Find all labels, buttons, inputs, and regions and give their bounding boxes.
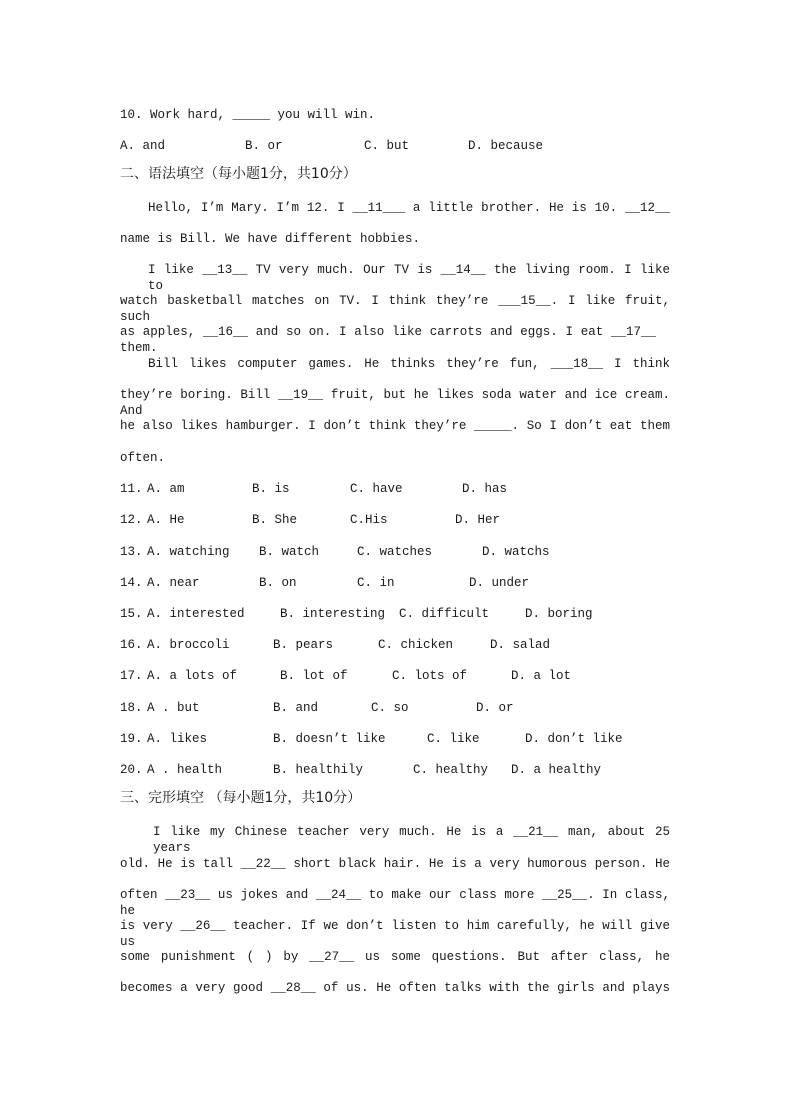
passage-line: Hello, I’m Mary. I’m 12. I __11___ a little brother. He is 10. __12__ [148, 201, 670, 215]
option-a: A . but [147, 701, 200, 715]
option-b: B. doesn’t like [273, 732, 386, 746]
passage-line: Bill likes computer games. He thinks they’re fun, ___18__ I think [148, 357, 670, 371]
option-d: D. Her [455, 513, 501, 527]
option-b: B. watch [259, 545, 320, 559]
option-d: D. a lot [511, 669, 572, 683]
section-2-heading: 二、语法填空（每小题1分，共10分） [120, 166, 357, 182]
question-number: 15. [120, 607, 143, 621]
question-number: 18. [120, 701, 143, 715]
option-d: D. or [476, 701, 514, 715]
option-c: C. chicken [378, 638, 454, 652]
option-b: B. and [273, 701, 319, 715]
question-number: 14. [120, 576, 143, 590]
option-d: D. salad [490, 638, 551, 652]
passage-line: name is Bill. We have different hobbies. [120, 232, 421, 246]
option-a: A . health [147, 763, 223, 777]
option-b: B. is [252, 482, 290, 496]
option-a: A. broccoli [147, 638, 230, 652]
option-c: C. lots of [392, 669, 468, 683]
passage-line: I like __13__ TV very much. Our TV is __14__ the living room. I like to [148, 263, 670, 293]
option-b: B. on [259, 576, 297, 590]
passage-line: often __23__ us jokes and __24__ to make our class more __25__. In class, he [120, 888, 670, 918]
option-d: D. has [462, 482, 508, 496]
option-b: B. lot of [280, 669, 348, 683]
passage-line: often. [120, 451, 166, 465]
option-a: A. He [147, 513, 185, 527]
passage-line: is very __26__ teacher. If we don’t listen to him carefully, he will give us [120, 919, 670, 949]
question-number: 19. [120, 732, 143, 746]
passage-line: they’re boring. Bill __19__ fruit, but he likes soda water and ice cream. And [120, 388, 670, 418]
question-number: 20. [120, 763, 143, 777]
option-a: A. and [120, 139, 166, 153]
option-d: D. don’t like [525, 732, 623, 746]
option-a: A. likes [147, 732, 208, 746]
question-number: 11. [120, 482, 143, 496]
option-c: C. have [350, 482, 403, 496]
option-c: C. but [364, 139, 410, 153]
passage-line: old. He is tall __22__ short black hair. He is a very humorous person. He [120, 857, 670, 871]
option-a: A. interested [147, 607, 245, 621]
question-number: 17. [120, 669, 143, 683]
option-c: C. like [427, 732, 480, 746]
question-number: 12. [120, 513, 143, 527]
option-d: D. a healthy [511, 763, 602, 777]
passage-line: I like my Chinese teacher very much. He is a __21__ man, about 25 years [153, 825, 670, 855]
option-d: D. watchs [482, 545, 550, 559]
passage-line: becomes a very good __28__ of us. He often talks with the girls and plays [120, 981, 670, 995]
option-a: A. am [147, 482, 185, 496]
question-number: 16. [120, 638, 143, 652]
option-b: B. pears [273, 638, 334, 652]
question-10-stem: 10. Work hard, _____ you will win. [120, 108, 376, 122]
option-c: C. healthy [413, 763, 489, 777]
section-3-heading: 三、完形填空 （每小题1分，共10分） [120, 790, 362, 806]
option-a: A. a lots of [147, 669, 238, 683]
option-b: B. or [245, 139, 283, 153]
option-b: B. interesting [280, 607, 386, 621]
option-c: C. watches [357, 545, 433, 559]
option-b: B. She [252, 513, 298, 527]
option-c: C.His [350, 513, 388, 527]
option-d: D. because [468, 139, 544, 153]
passage-line: some punishment ( ) by __27__ us some questions. But after class, he [120, 950, 670, 964]
option-c: C. so [371, 701, 409, 715]
option-d: D. boring [525, 607, 593, 621]
option-a: A. near [147, 576, 200, 590]
passage-line: watch basketball matches on TV. I think they’re ___15__. I like fruit, such [120, 294, 670, 324]
option-c: C. in [357, 576, 395, 590]
option-c: C. difficult [399, 607, 490, 621]
question-number: 13. [120, 545, 143, 559]
option-b: B. healthily [273, 763, 364, 777]
option-a: A. watching [147, 545, 230, 559]
option-d: D. under [469, 576, 530, 590]
passage-line: he also likes hamburger. I don’t think they’re _____. So I don’t eat them [120, 419, 670, 433]
passage-line: as apples, __16__ and so on. I also like carrots and eggs. I eat __17__ them. [120, 325, 656, 355]
